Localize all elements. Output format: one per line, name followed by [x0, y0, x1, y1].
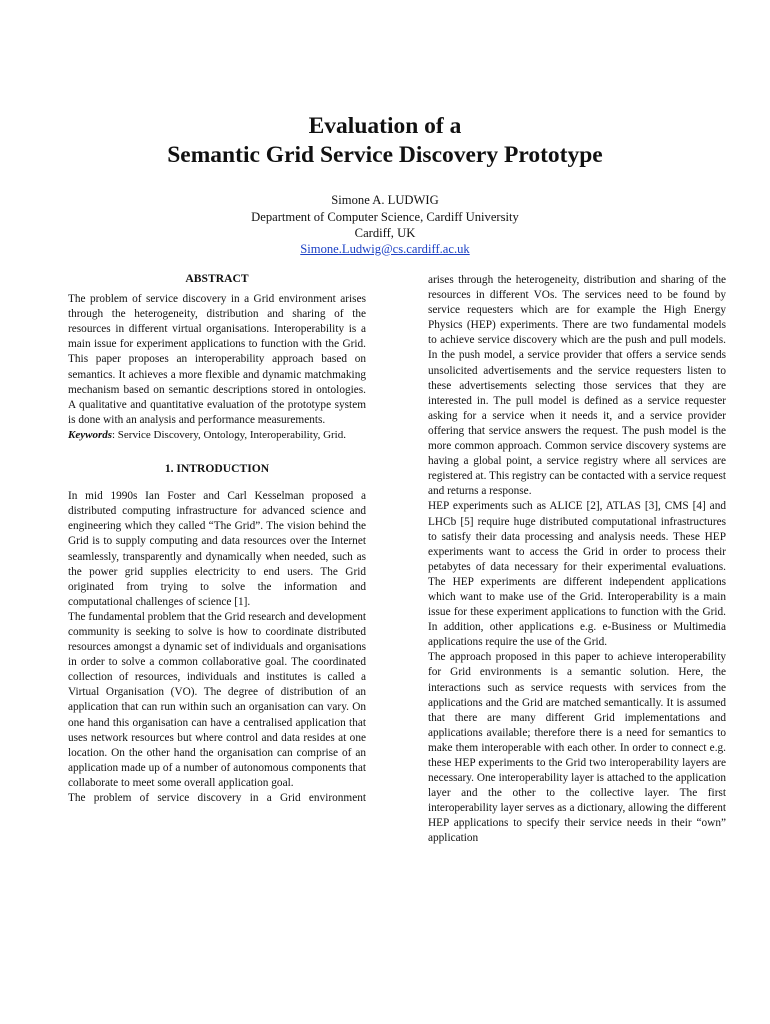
paper-title-line-1: Evaluation of a: [308, 113, 462, 139]
author-email-line: [0, 241, 770, 258]
right-paragraph-2: HEP experiments such as ALICE [2], ATLAS [3], CMS [4] and LHCb [5] require huge distributed computational infrastructures to satisfy their data processing and analysis needs. These HEP experiments want to access the Grid in order to process their petabytes of data necessary for their experimental evaluations. The HEP experiments are different independent applications which want to make use of the Grid. Interoperability is a main issue for these experiment applications to function with the Grid. In addition, other applications e.g. e-Business or Multimedia applications require the use of the Grid.: [428, 500, 726, 649]
abstract-heading: ABSTRACT: [185, 272, 249, 285]
intro-paragraph-3: The problem of service discovery in a Grid environment: [68, 792, 366, 804]
abstract-text: The problem of service discovery in a Grid environment arises through the heterogeneity, distribution and sharing of the resources in different virtual organisations. Interoperability is a main issue for experiment applications to function with the Grid. This paper proposes an interoperability approach based on semantics. It achieves a more flexible and dynamic matchmaking mechanism based on semantic descriptions stored in ontologies. A qualitative and quantitative evaluation of the prototype system is done with an analysis and performance measurements.: [68, 293, 366, 426]
keywords-label: Keywords: [68, 428, 112, 441]
intro-paragraph-1: In mid 1990s Ian Foster and Carl Kesselman proposed a distributed computing infrastructure for advanced science and engineering which they called “The Grid”. The vision behind the Grid is to supply computing and data resources over the Internet seamlessly, transparently and dynamically when needed, such as the power grid supplies electricity to end users. The Grid originated from trying to solve the information and computational challenges of science [1].: [68, 490, 366, 608]
intro-paragraph-2: The fundamental problem that the Grid research and development community is seeking to solve is how to coordinate distributed resources amongst a dynamic set of individuals and organisations in order to solve a common collaborative goal. The coordinated collection of resources, individuals and institutes is called a Virtual Organisation (VO). The degree of distribution of an application that can run within such an organisation can vary. On one hand this organisation can have a centralised application that uses network resources but where control and data resides at one location. On the other hand the organisation can comprise of an application made up of a number of autonomous components that collaborate to meet some overall application goal.: [68, 610, 366, 789]
right-paragraph-1: arises through the heterogeneity, distribution and sharing of the resources in different VOs. The services need to be found by service requesters which are for example the High Energy Physics (HEP) experiments. There are two fundamental models to achieve service discovery which are the push and pull models. In the push model, a service provider that offers a service sends unsolicited advertisements and the service requesters listen to these advertisements selecting those services that they are interested in. The pull model is defined as a service requester asking for a service when it needs it, and a service provider offering that service answers the request. The push model is the more common approach. Common service discovery systems are having a global point, a service registry where all services are registered at. This registry can be contacted with a service request and returns a response.: [428, 274, 726, 498]
author-name: Simone A. LUDWIG: [331, 193, 439, 207]
keywords-line: [68, 428, 366, 443]
author-email-link[interactable]: Simone.Ludwig@cs.cardiff.ac.uk: [300, 242, 470, 256]
author-affiliation: Department of Computer Science, Cardiff University: [251, 210, 519, 224]
author-location: Cardiff, UK: [354, 226, 416, 240]
left-column: [68, 271, 366, 806]
paper-title-line-2: Semantic Grid Service Discovery Prototype: [167, 142, 603, 168]
section-heading-introduction: 1. INTRODUCTION: [164, 462, 270, 476]
keywords-list: : Service Discovery, Ontology, Interoperability, Grid.: [112, 428, 346, 441]
right-column: [428, 273, 726, 847]
right-paragraph-3: The approach proposed in this paper to achieve interoperability for Grid environments is a semantic solution. Here, the interactions such as service requests with services from the applications and the Grid are matched semantically. It is assumed that there are many different Grid implementations and applications available; therefore there is a need for semantics to make them interoperable with each other. In order to connect e.g. these HEP experiments to the Grid two interoperability layers are necessary. One interoperability layer is attached to the application layer and the other to the collective layer. The first interoperability layer serves as a dictionary, allowing the different HEP applications to specify their service needs in their “own” application: [428, 651, 726, 845]
